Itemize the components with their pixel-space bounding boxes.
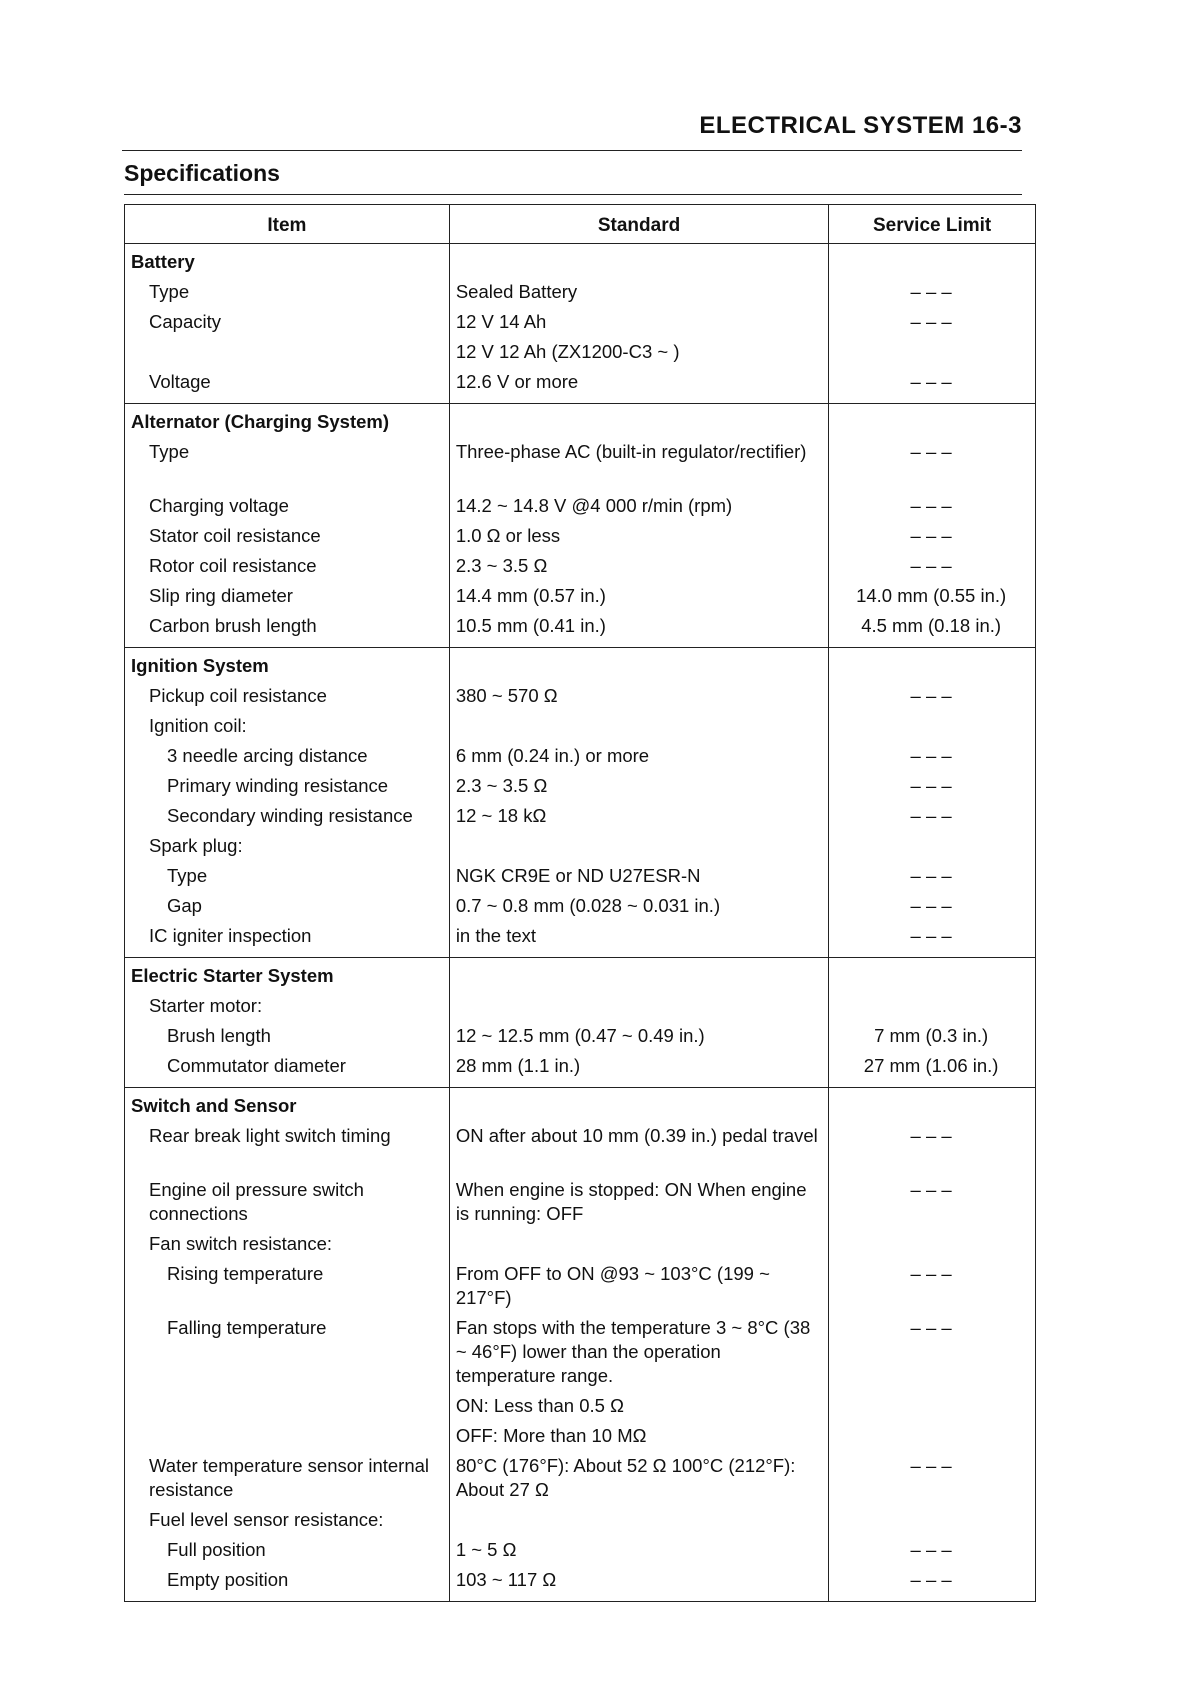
spec-standard-value: 1.0 Ω or less [455, 525, 561, 547]
spec-service-limit-value: 7 mm (0.3 in.) [874, 1025, 989, 1047]
column-header-item: Item [125, 205, 450, 244]
spec-standard-value: 12 ~ 12.5 mm (0.47 ~ 0.49 in.) [455, 1025, 705, 1047]
spec-item-label: Charging voltage [149, 495, 289, 517]
spec-standard-value: 12 ~ 18 kΩ [455, 805, 547, 827]
spec-item-label: Full position [167, 1539, 266, 1561]
specifications-body [125, 244, 1036, 1602]
spec-standard-value: 1 ~ 5 Ω [455, 1539, 517, 1561]
spec-service-limit-value: – – – [910, 1125, 952, 1147]
standard-cell [449, 244, 828, 404]
spec-standard-value: 103 ~ 117 Ω [455, 1569, 557, 1591]
spec-item-label: Rear break light switch timing [149, 1125, 391, 1147]
spec-standard-value: 10.5 mm (0.41 in.) [455, 615, 606, 637]
table-row [125, 958, 1036, 1088]
spec-standard-value: 12.6 V or more [455, 371, 579, 393]
group-heading: Battery [131, 251, 195, 273]
spec-service-limit-value [835, 1508, 1027, 1538]
service-limit-cell [829, 958, 1036, 1088]
spec-standard-value: ON: Less than 0.5 Ω [455, 1395, 624, 1417]
spec-item-label: Empty position [167, 1569, 289, 1591]
spacer [835, 1094, 1027, 1124]
spec-standard-value [456, 714, 820, 744]
spec-service-limit-value: – – – [910, 311, 952, 333]
spec-item-label: Carbon brush length [149, 615, 317, 637]
spec-item-label: Fan switch resistance: [149, 1233, 333, 1255]
spec-standard-value [456, 1232, 820, 1262]
spec-item-label [131, 1424, 441, 1454]
section-title: Specifications [124, 160, 1022, 195]
spec-item-label: Stator coil resistance [149, 525, 321, 547]
spec-service-limit-value: – – – [910, 281, 952, 303]
standard-cell [449, 648, 828, 958]
spec-standard-value: 380 ~ 570 Ω [455, 685, 558, 707]
table-row [125, 404, 1036, 648]
spec-item-label [131, 340, 441, 370]
spec-service-limit-value [835, 994, 1027, 1024]
spec-service-limit-value: – – – [910, 1263, 952, 1285]
spacer [835, 250, 1027, 280]
service-limit-cell [829, 648, 1036, 958]
spec-item-label: Ignition coil: [149, 715, 247, 737]
spec-service-limit-value [835, 1394, 1027, 1424]
spec-standard-value: When engine is stopped: ON When engine is running: OFF [455, 1179, 807, 1224]
spacer [456, 964, 820, 994]
spec-service-limit-value [835, 1424, 1027, 1454]
spec-service-limit-value [835, 834, 1027, 864]
spec-item-label: Type [149, 281, 190, 303]
spec-standard-value [456, 834, 820, 864]
item-cell [125, 1088, 450, 1602]
column-header-standard: Standard [449, 205, 828, 244]
spacer [456, 654, 820, 684]
spec-standard-value: From OFF to ON @93 ~ 103°C (199 ~ 217°F) [455, 1263, 770, 1308]
spec-service-limit-value: – – – [910, 441, 952, 463]
spec-service-limit-value: 4.5 mm (0.18 in.) [861, 615, 1002, 637]
standard-cell [449, 404, 828, 648]
group-heading: Electric Starter System [131, 965, 334, 987]
spec-item-label: Secondary winding resistance [167, 805, 413, 827]
spec-item-label: Water temperature sensor internal resistance [149, 1455, 430, 1500]
spec-item-label: Starter motor: [149, 995, 263, 1017]
spec-standard-value: 12 V 14 Ah [455, 311, 547, 333]
spec-standard-value: 2.3 ~ 3.5 Ω [455, 555, 548, 577]
group-heading: Switch and Sensor [131, 1095, 297, 1117]
spec-standard-value: Three-phase AC (built-in regulator/rectifier) [455, 441, 807, 463]
spec-service-limit-value: 27 mm (1.06 in.) [863, 1055, 999, 1077]
spec-item-label [131, 1394, 441, 1424]
service-limit-cell [829, 1088, 1036, 1602]
spacer [456, 250, 820, 280]
spec-item-label: Falling temperature [167, 1317, 327, 1339]
spec-service-limit-value [835, 714, 1027, 744]
spec-standard-value: 6 mm (0.24 in.) or more [455, 745, 650, 767]
spec-standard-value: 14.2 ~ 14.8 V @4 000 r/min (rpm) [455, 495, 733, 517]
spec-standard-value [456, 994, 820, 1024]
spec-service-limit-value [835, 1232, 1027, 1262]
group-heading: Ignition System [131, 655, 269, 677]
spacer [456, 1094, 820, 1124]
spec-item-label: Engine oil pressure switch connections [149, 1179, 364, 1224]
spec-item-label: Slip ring diameter [149, 585, 293, 607]
spacer [835, 410, 1027, 440]
spec-standard-value: Fan stops with the temperature 3 ~ 8°C (38 ~ 46°F) lower than the operation temperature range. [455, 1317, 811, 1386]
spec-standard-value: 12 V 12 Ah (ZX1200-C3 ~ ) [455, 341, 680, 363]
spec-service-limit-value: – – – [910, 895, 952, 917]
spec-service-limit-value: – – – [910, 1317, 952, 1339]
spec-item-label: Capacity [149, 311, 221, 333]
spec-service-limit-value: – – – [910, 555, 952, 577]
spec-item-label: IC igniter inspection [149, 925, 312, 947]
table-row [125, 244, 1036, 404]
spec-service-limit-value: – – – [910, 1539, 952, 1561]
spec-item-label: Pickup coil resistance [149, 685, 327, 707]
spec-item-label: Type [167, 865, 208, 887]
item-cell [125, 958, 450, 1088]
spec-item-label: Gap [167, 895, 202, 917]
specifications-table [124, 204, 1036, 1602]
spec-service-limit-value: – – – [910, 685, 952, 707]
spec-standard-value: 80°C (176°F): About 52 Ω 100°C (212°F): About 27 Ω [455, 1455, 796, 1500]
spacer [835, 964, 1027, 994]
standard-cell [449, 958, 828, 1088]
spec-standard-value: ON after about 10 mm (0.39 in.) pedal travel [455, 1125, 818, 1147]
item-cell [125, 244, 450, 404]
spec-service-limit-value: 14.0 mm (0.55 in.) [856, 585, 1007, 607]
spec-service-limit-value: – – – [910, 371, 952, 393]
spec-standard-value: Sealed Battery [455, 281, 578, 303]
spacer [456, 410, 820, 440]
spec-item-label: Fuel level sensor resistance: [149, 1509, 384, 1531]
spec-standard-value [456, 1508, 820, 1538]
spec-item-label: Rotor coil resistance [149, 555, 317, 577]
spec-item-label: 3 needle arcing distance [167, 745, 368, 767]
table-header-row [125, 205, 1036, 244]
spec-standard-value: 0.7 ~ 0.8 mm (0.028 ~ 0.031 in.) [455, 895, 721, 917]
spec-service-limit-value: – – – [910, 525, 952, 547]
spec-item-label: Brush length [167, 1025, 271, 1047]
group-heading: Alternator (Charging System) [131, 411, 390, 433]
spec-standard-value: 28 mm (1.1 in.) [455, 1055, 581, 1077]
spec-service-limit-value: – – – [910, 1179, 952, 1201]
spec-service-limit-value: – – – [910, 745, 952, 767]
spec-service-limit-value: – – – [910, 1569, 952, 1591]
spec-item-label: Spark plug: [149, 835, 243, 857]
spec-item-label: Rising temperature [167, 1263, 324, 1285]
spec-standard-value: 14.4 mm (0.57 in.) [455, 585, 606, 607]
item-cell [125, 404, 450, 648]
spec-service-limit-value: – – – [910, 495, 952, 517]
spec-service-limit-value: – – – [910, 805, 952, 827]
spec-item-label: Type [149, 441, 190, 463]
spec-standard-value: NGK CR9E or ND U27ESR-N [455, 865, 701, 887]
page-title: ELECTRICAL SYSTEM 16-3 [699, 112, 1022, 139]
spec-service-limit-value: – – – [910, 925, 952, 947]
table-row [125, 1088, 1036, 1602]
page-header [122, 112, 1022, 151]
spec-service-limit-value: – – – [910, 865, 952, 887]
spacer [835, 654, 1027, 684]
table-row [125, 648, 1036, 958]
item-cell [125, 648, 450, 958]
column-header-service-limit: Service Limit [829, 205, 1036, 244]
standard-cell [449, 1088, 828, 1602]
service-limit-cell [829, 244, 1036, 404]
spec-service-limit-value: – – – [910, 1455, 952, 1477]
spec-item-label: Voltage [149, 371, 211, 393]
spec-standard-value: 2.3 ~ 3.5 Ω [455, 775, 548, 797]
spec-standard-value: OFF: More than 10 MΩ [455, 1425, 647, 1447]
spec-item-label: Primary winding resistance [167, 775, 389, 797]
spec-item-label: Commutator diameter [167, 1055, 346, 1077]
spec-standard-value: in the text [455, 925, 537, 947]
spec-service-limit-value: – – – [910, 775, 952, 797]
service-limit-cell [829, 404, 1036, 648]
spec-service-limit-value [835, 340, 1027, 370]
